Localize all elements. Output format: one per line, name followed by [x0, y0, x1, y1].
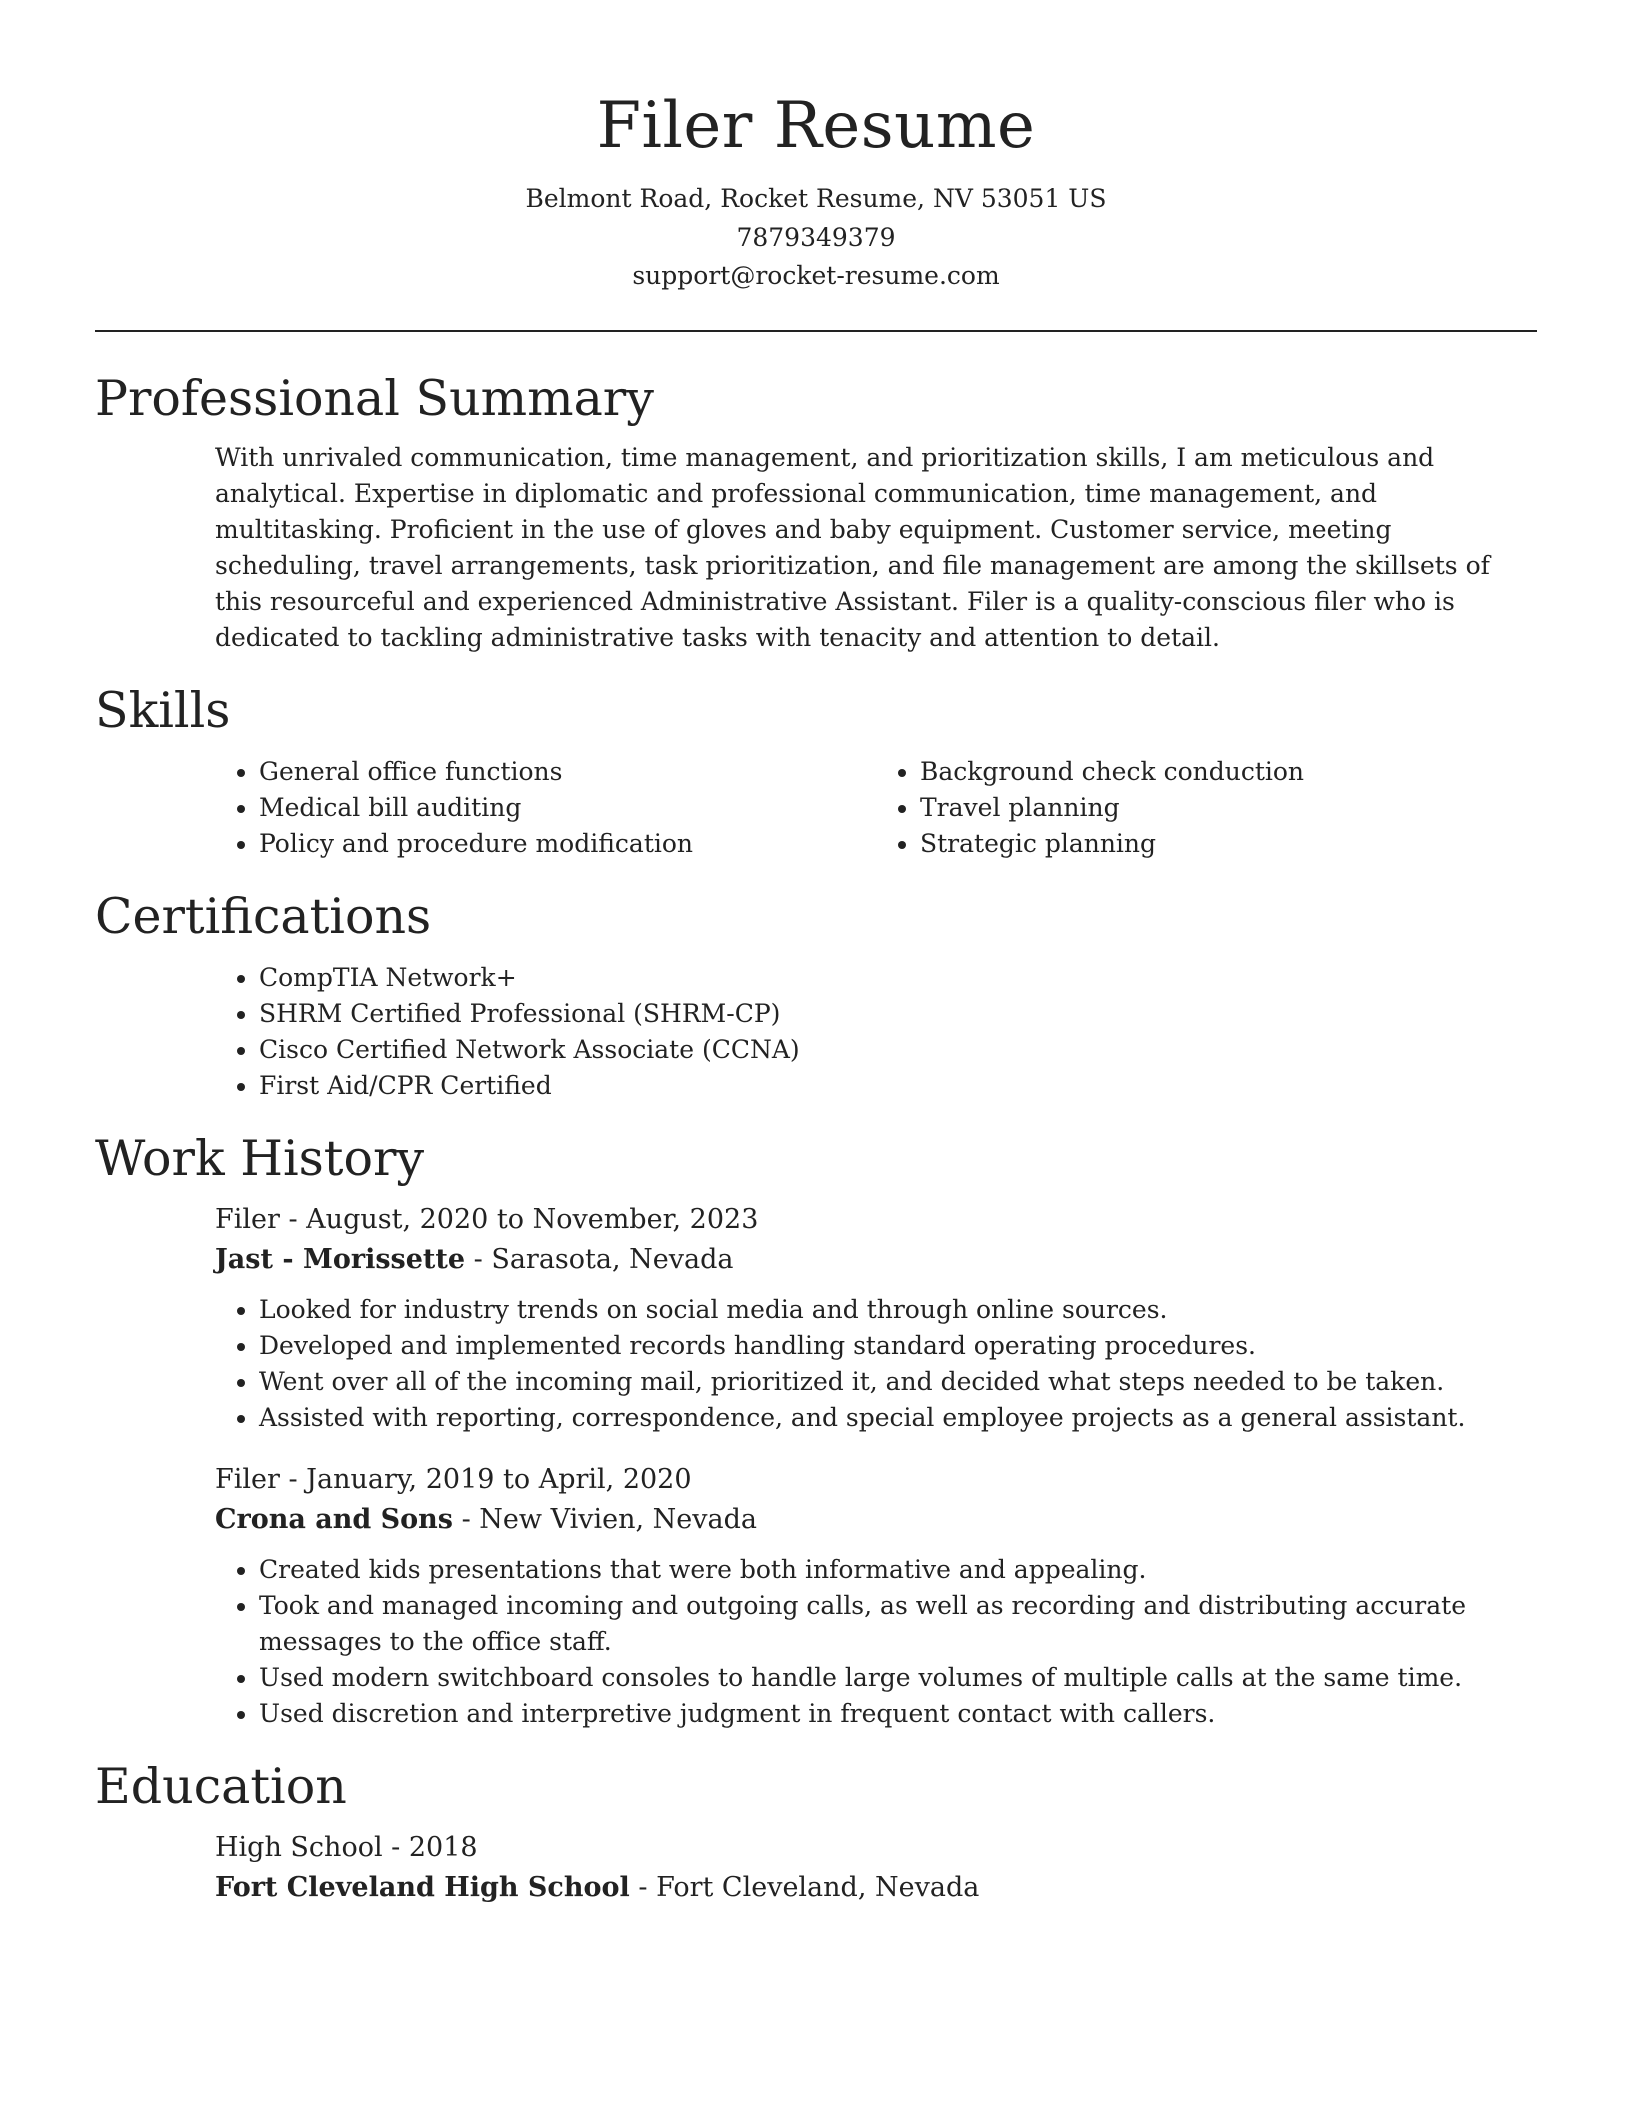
job-role: Filer	[215, 1463, 280, 1495]
education-year: - 2018	[382, 1831, 478, 1863]
certification-item: • CompTIA Network+	[259, 960, 1537, 996]
skill-item: • Travel planning	[920, 790, 1537, 826]
job-title-line	[215, 1200, 1537, 1240]
certification-item: • First Aid/CPR Certified	[259, 1068, 1537, 1104]
job-duty-item: • Created kids presentations that were both informative and appealing.	[259, 1552, 1537, 1588]
job-location: - New Vivien, Nevada	[453, 1503, 758, 1535]
education-school-line	[215, 1868, 1537, 1908]
job-duty-item: • Developed and implemented records handling standard operating procedures.	[259, 1328, 1537, 1364]
job-duty-item: • Assisted with reporting, correspondence, and special employee projects as a general assistant.	[259, 1400, 1537, 1436]
section-title-certifications: Certifications	[95, 887, 432, 945]
section-title-summary: Professional Summary	[95, 369, 654, 427]
skills-section	[215, 754, 1537, 862]
contact-info	[95, 180, 1537, 296]
job-location: - Sarasota, Nevada	[465, 1243, 734, 1275]
header-divider	[95, 330, 1537, 332]
job-duty-item: • Used discretion and interpretive judgment in frequent contact with callers.	[259, 1696, 1537, 1732]
summary-section	[215, 440, 1537, 656]
job-duty-item: • Went over all of the incoming mail, prioritized it, and decided what steps needed to be taken.	[259, 1364, 1537, 1400]
job-company-line	[215, 1240, 1537, 1280]
education-location: - Fort Cleveland, Nevada	[629, 1871, 980, 1903]
contact-phone: 7879349379	[736, 222, 896, 252]
education-degree-line	[215, 1828, 1537, 1868]
resume-header	[95, 80, 1537, 296]
job-company-line	[215, 1500, 1537, 1540]
job-dates: - January, 2019 to April, 2020	[279, 1463, 692, 1495]
skills-list-right	[876, 754, 1537, 862]
job-duty-item: • Took and managed incoming and outgoing calls, as well as recording and distributing accurate messages to the office staff.	[259, 1588, 1537, 1660]
job-duties-list	[215, 1292, 1537, 1436]
certification-item: • SHRM Certified Professional (SHRM-CP)	[259, 996, 1537, 1032]
skills-grid	[215, 754, 1537, 862]
certifications-list	[215, 960, 1537, 1104]
work-history-section	[215, 1200, 1537, 1732]
job-duty-item: • Used modern switchboard consoles to handle large volumes of multiple calls at the same time.	[259, 1660, 1537, 1696]
skill-item: • Strategic planning	[920, 826, 1537, 862]
section-title-work-history: Work History	[95, 1129, 425, 1187]
job-duty-item: • Looked for industry trends on social media and through online sources.	[259, 1292, 1537, 1328]
job-entry	[215, 1200, 1537, 1436]
job-company: Jast - Morissette	[215, 1243, 466, 1275]
education-section	[215, 1828, 1537, 1908]
job-dates: - August, 2020 to November, 2023	[279, 1203, 759, 1235]
summary-text: With unrivaled communication, time management, and prioritization skills, I am meticulous and analytical. Expertise in diplomatic and professional communication, time management, and multitasking. Proficient in the use of gloves and baby equipment. Customer service, meeting scheduling, travel arrangements, task prioritization, and file management are among the skillsets of this resourceful and experienced Administrative Assistant. Filer is a quality-conscious filer who is dedicated to tackling administrative tasks with tenacity and attention to detail.	[215, 442, 1490, 652]
certification-item: • Cisco Certified Network Associate (CCNA)	[259, 1032, 1537, 1068]
job-entry	[215, 1460, 1537, 1732]
job-company: Crona and Sons	[215, 1503, 453, 1535]
skill-item: • Medical bill auditing	[259, 790, 876, 826]
candidate-name: Filer Resume	[596, 89, 1036, 163]
contact-address: Belmont Road, Rocket Resume, NV 53051 US	[525, 184, 1107, 213]
skill-item: • Background check conduction	[920, 754, 1537, 790]
education-school: Fort Cleveland High School	[215, 1871, 630, 1903]
skill-item: • Policy and procedure modification	[259, 826, 876, 862]
certifications-section	[215, 960, 1537, 1104]
skill-item: • General office functions	[259, 754, 876, 790]
job-title-line	[215, 1460, 1537, 1500]
contact-email: support@rocket-resume.com	[632, 261, 1000, 290]
job-duties-list	[215, 1552, 1537, 1732]
section-title-skills: Skills	[95, 681, 231, 739]
skills-list-left	[215, 754, 876, 862]
section-title-education: Education	[95, 1757, 347, 1815]
job-role: Filer	[215, 1203, 280, 1235]
education-degree: High School	[215, 1831, 383, 1863]
